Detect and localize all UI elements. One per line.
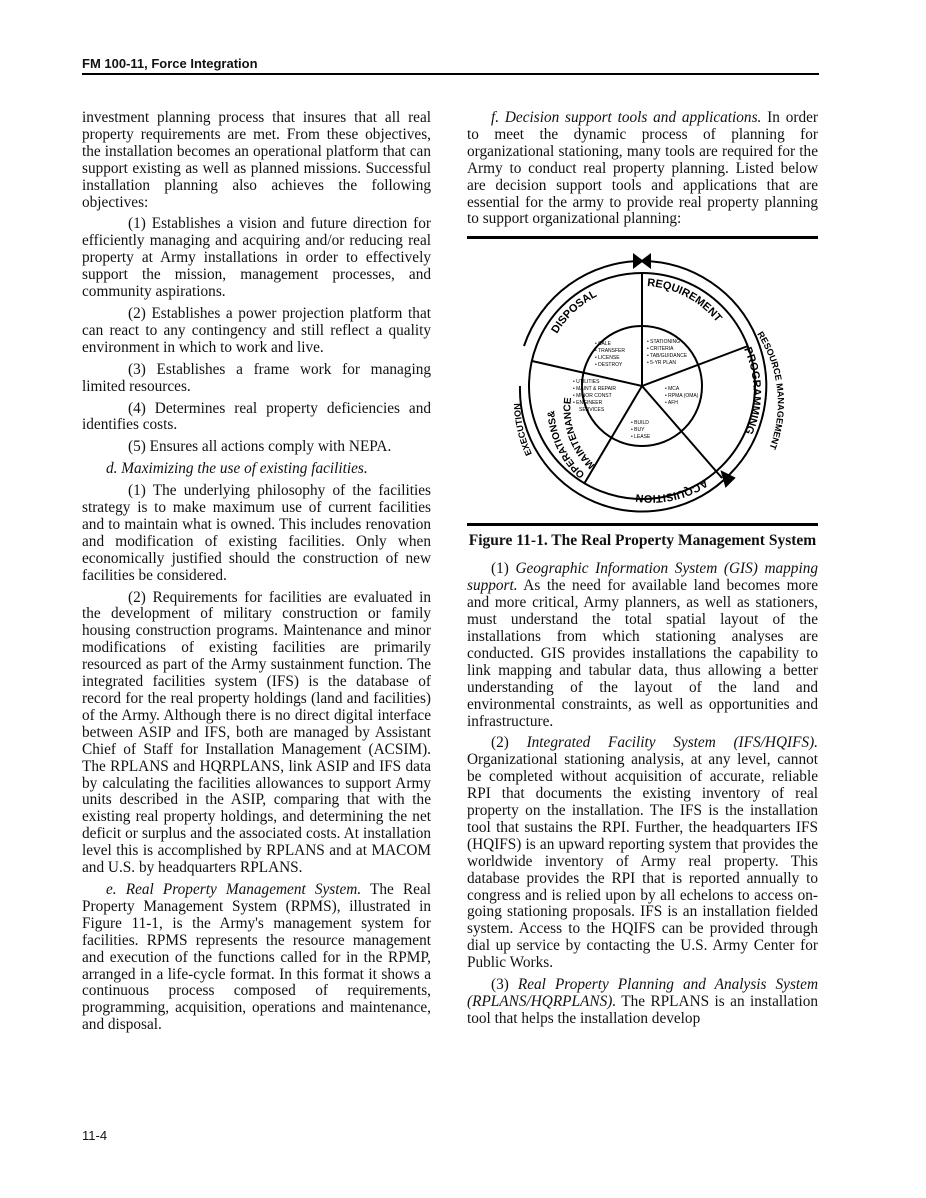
rpms-cycle-diagram xyxy=(467,239,818,523)
svg-text:• CRITERIA: • CRITERIA xyxy=(647,346,674,353)
right-column xyxy=(467,110,818,1033)
svg-text:• TAB/GUIDANCE: • TAB/GUIDANCE xyxy=(647,353,688,360)
svg-text:• TRANSFER: • TRANSFER xyxy=(595,348,625,355)
svg-text:• STATIONING: • STATIONING xyxy=(647,339,680,346)
arrow-icon xyxy=(722,472,734,486)
svg-text:• BUILD: • BUILD xyxy=(631,420,649,427)
svg-text:• MAINT & REPAIR: • MAINT & REPAIR xyxy=(573,386,616,393)
svg-text:• DESTROY: • DESTROY xyxy=(595,362,623,369)
paragraph: (3) Real Property Planning and Analysis System (RPLANS/HQRPLANS). The RPLANS is an installation tool that helps the installation develop xyxy=(467,976,819,1027)
svg-text:• BUY: • BUY xyxy=(631,427,645,434)
svg-text:• 5-YR PLAN: • 5-YR PLAN xyxy=(647,360,676,367)
svg-text:• AFH: • AFH xyxy=(665,400,678,407)
paragraph: investment planning process that insures that all real property requirements are met. From these objectives, the installation becomes an operational platform that can support existing as well as planned missions. Successful installation planning also achieves the following objectives: xyxy=(82,109,431,211)
running-header: FM 100-11, Force Integration xyxy=(82,56,819,75)
paragraph: f. Decision support tools and applications. In order to meet the dynamic process of planning for organizational stationing, many tools are required for the Army to conduct real property planning. Listed below are decision support tools and applications that are essential for the army to provide real property planning to support organizational planning: xyxy=(467,109,818,228)
paragraph: (2) Requirements for facilities are evaluated in the development of military construction or family housing construction programs. Maintenance and minor modifications of existing facilities are primarily resourced as part of the Army sustainment function. The integrated facilities system (IFS) is the database of record for the real property holdings (land and facilities) of the Army. Although there is no direct digital interface between ASIP and IFS, both are managed by Assistant Chief of Staff for Installation Management (ACSIM). The RPLANS and HQRPLANS, link ASIP and IFS data by calculating the facilities allowances to support Army units described in the ASIP, comparing that with the existing real property holdings, and determining the net deficit or surplus and the associated costs. At installation level this is accomplished by RPLANS and at MACOM and U.S. by headquarters RPLANS. xyxy=(82,588,431,877)
svg-text:• MINOR CONST: • MINOR CONST xyxy=(573,393,612,400)
segment-label-maintenance: MAINTENANCE xyxy=(562,397,598,471)
paragraph: (2) Establishes a power projection platform that can react to any contingency and still reflect a quality environment in which to work and live. xyxy=(82,304,431,356)
figure-rpms xyxy=(467,236,818,526)
arrow-icon xyxy=(634,255,650,267)
paragraph: (4) Determines real property deficiencies and identifies costs. xyxy=(82,399,431,434)
paragraph: (3) Establishes a frame work for managing limited resources. xyxy=(82,360,431,395)
paragraph: (1) The underlying philosophy of the facilities strategy is to make maximum use of current facilities and to maintain what is owned. This includes renovation and modification of existing facilities. Only when economically justified should the construction of new facilities be considered. xyxy=(82,482,431,584)
outer-label-resource-management: RESOURCE MANAGEMENT xyxy=(755,330,786,452)
paragraph: (5) Ensures all actions comply with NEPA. xyxy=(128,438,392,456)
paragraph: (2) Integrated Facility System (IFS/HQIFS). Organizational stationing analysis, at any level, cannot be completed without acquisition of accurate, reliable RPI that documents the existing inventory of real property on the installation. The IFS is the installation tool that sustains the RPI. Further, the headquarters IFS (HQIFS) is an upward reporting system that provides the worldwide inventory of Army real property. This database provides the RPI that is reported annually to congress and is relied upon by all echelons to access on-going stationing proposals. IFS is an installation fielded system. Access to the HQIFS can be provided through dial up service by contacting the U.S. Army Center for Public Works. xyxy=(467,734,818,972)
paragraph: e. Real Property Management System. The Real Property Management System (RPMS), illustrated in Figure 11-1, is the Army's management system for facilities. RPMS represents the resource management and execution of the functions called for in the RPMP, arranged in a life-cycle format. In this format it shows a continuous process composed of requirements, programming, acquisition, operations and maintenance, and disposal. xyxy=(82,880,432,1034)
svg-text:• RPMA (OMA): • RPMA (OMA) xyxy=(665,393,699,400)
svg-text:• SALE: • SALE xyxy=(595,341,611,348)
page-number: 11-4 xyxy=(82,1128,108,1143)
svg-text:SERVICES: SERVICES xyxy=(579,407,605,414)
segment-label-programming: PROGRAMMING xyxy=(741,345,763,437)
segment-label-disposal: DISPOSAL xyxy=(549,288,599,336)
svg-text:• LEASE: • LEASE xyxy=(631,434,651,441)
segment-label-operations: OPERATIONS& xyxy=(546,410,588,481)
svg-text:• LICENSE: • LICENSE xyxy=(595,355,620,362)
segment-label-acquisition: ACQUISITION xyxy=(634,476,710,505)
paragraph: (1) Geographic Information System (GIS) mapping support. As the need for available land becomes more and more critical, Army planners, as well as stationers, must understand the total spatial layout of the installations from which stationing analyses are conducted. GIS provides installations the capability to link mapping and tabular data, thus allowing a better understanding of the layout of the land and environmental constraints, as well as opportunities and infrastructure. xyxy=(467,560,818,730)
figure-caption: Figure 11-1. The Real Property Management System xyxy=(468,532,817,550)
svg-text:• ENGINEER: • ENGINEER xyxy=(573,400,603,407)
left-column xyxy=(82,110,431,1039)
svg-text:• MCA: • MCA xyxy=(665,386,680,393)
segment-label-requirement: REQUIREMENT xyxy=(646,277,725,325)
paragraph: (1) Establishes a vision and future direction for efficiently managing and acquiring and/or reducing real property at Army installations in order to effectively support the mission, management processes, and community aspirations. xyxy=(82,215,431,301)
outer-label-execution: EXECUTION xyxy=(512,403,534,458)
section-heading: d. Maximizing the use of existing facilities. xyxy=(106,460,368,478)
svg-text:• UTILITIES: • UTILITIES xyxy=(573,379,600,386)
